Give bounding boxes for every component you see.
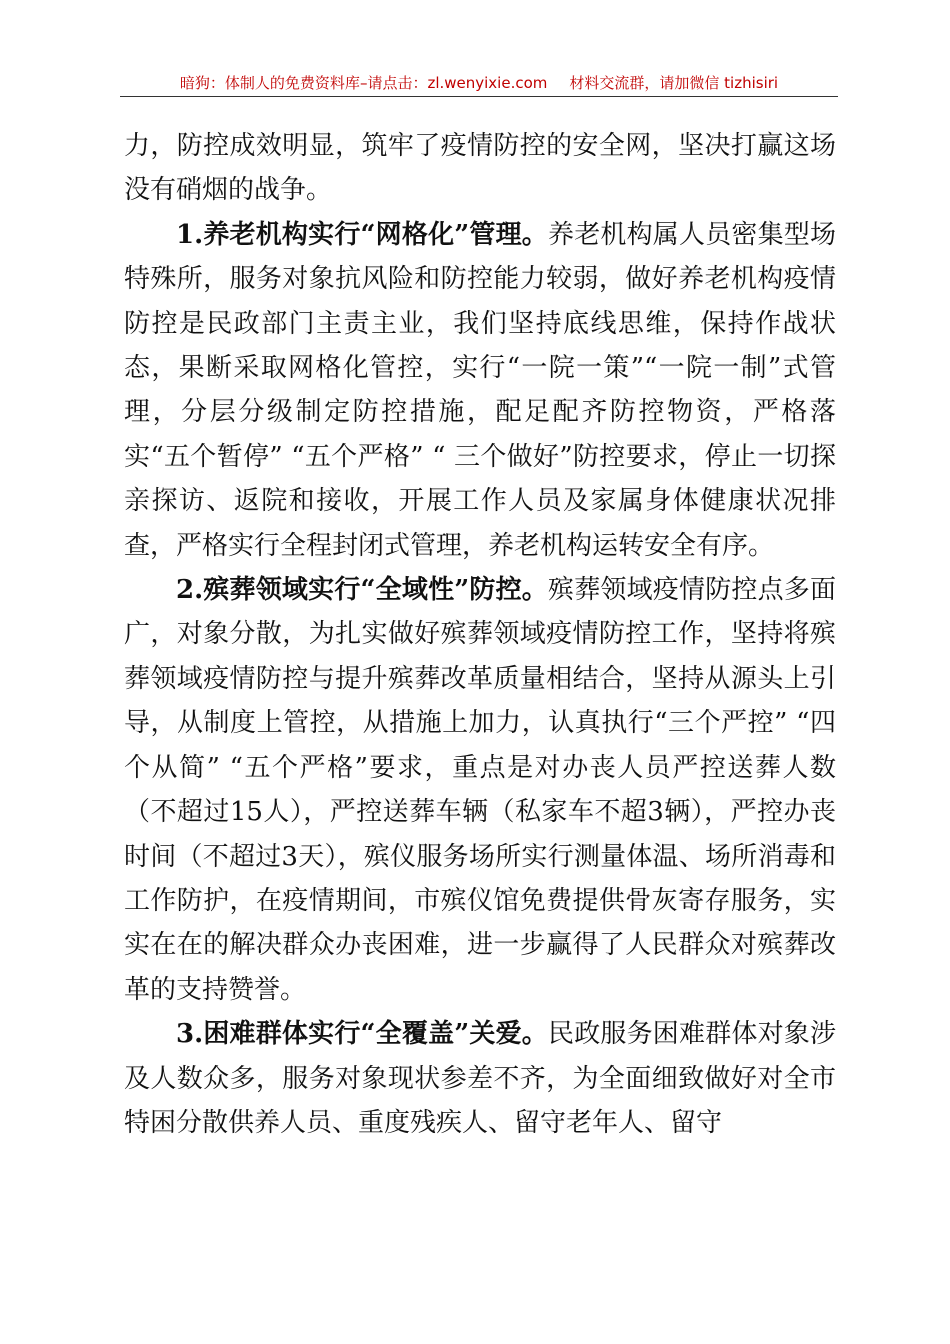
header-site-name: 暗狗：体制人的免费资料库 — [179, 74, 360, 92]
paragraph-continuation — [124, 124, 836, 213]
paragraph-text: 民政服务困难群体对象涉及人数众多，服务对象现状参差不齐，为全面细致做好对全市特困分散供养人员、重度残疾人、留守老年人、留守 — [124, 1019, 836, 1138]
header-wechat-note: 材料交流群，请加微信 tizhisiri — [569, 74, 779, 92]
header-url-link[interactable]: zl.wenyixie.com — [427, 74, 548, 92]
paragraph-text: 力，防控成效明显，筑牢了疫情防控的安全网，坚决打赢这场没有硝烟的战争。 — [124, 131, 836, 206]
paragraph-heading: 3.困难群体实行“全覆盖”关爱。 — [176, 1019, 549, 1050]
paragraph-heading: 2.殡葬领域实行“全域性”防控。 — [176, 575, 549, 606]
paragraph-funeral — [124, 568, 836, 1012]
paragraph-elderly-care — [124, 213, 836, 568]
paragraph-text: 养老机构属人员密集型场特殊所，服务对象抗风险和防控能力较弱，做好养老机构疫情防控是民政部门主责主业，我们坚持底线思维，保持作战状态，果断采取网格化管控，实行“一院一策”“一院一制”式管理，分层分级制定防控措施，配足配齐防控物资，严格落实“五个暂停” “五个严格” “ 三个做好”防控要求，停止一切探亲探访、返院和接收，开展工作人员及家属身体健康状况排查，严格实行全程封闭式管理，养老机构运转安全有序。 — [124, 219, 836, 561]
header-divider — [120, 96, 838, 97]
paragraph-vulnerable-groups — [124, 1012, 836, 1145]
document-body — [124, 124, 836, 1145]
page-header — [120, 72, 838, 94]
header-click-hint: –请点击： — [359, 74, 428, 92]
paragraph-heading: 1.养老机构实行“网格化”管理。 — [176, 219, 549, 250]
paragraph-text: 殡葬领域疫情防控点多面广，对象分散，为扎实做好殡葬领域疫情防控工作，坚持将殡葬领域疫情防控与提升殡葬改革质量相结合，坚持从源头上引导，从制度上管控，从措施上加力，认真执行“三个严控” “四个从简” “五个严格”要求，重点是对办丧人员严控送葬人数（不超过15人），严控送葬车辆（私家车不超3辆），严控办丧时间（不超过3天），殡仪服务场所实行测量体温、场所消毒和工作防护，在疫情期间，市殡仪馆免费提供骨灰寄存服务，实实在在的解决群众办丧困难，进一步赢得了人民群众对殡葬改革的支持赞誉。 — [124, 575, 836, 1005]
